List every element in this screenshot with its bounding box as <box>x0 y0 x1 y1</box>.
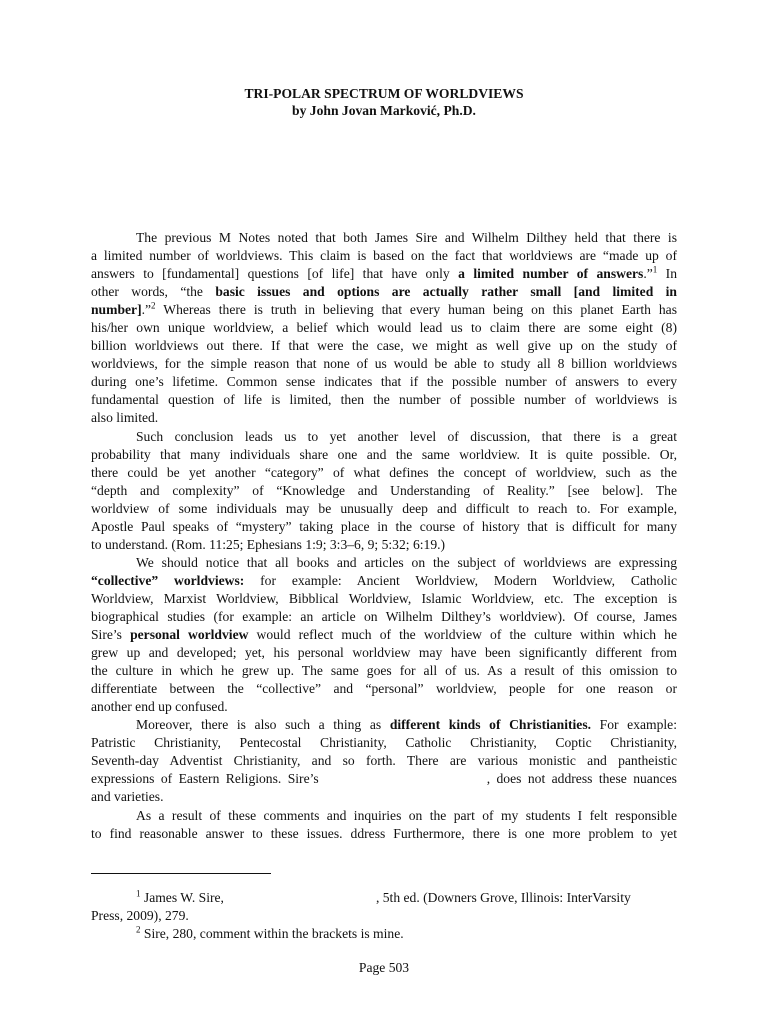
document-author: by John Jovan Marković, Ph.D. <box>292 103 476 118</box>
footnote-ref-2: 2 <box>151 300 156 311</box>
footnote-1: $^1$ James W. Sire, , 5th ed. (Downers Grove, Illinois: InterVarsity <box>136 888 631 905</box>
paragraph-2-line: Such conclusion leads us to yet another level of discussion, that there is a great <box>136 428 677 444</box>
paragraph-3-line: We should notice that all books and articles on the subject of worldviews are expressing <box>136 554 677 570</box>
paragraph-2-line: there could be yet another “category” of what defines the concept of worldview, such as the <box>91 464 677 480</box>
paragraph-3-line: Sire’s personal worldview would reflect much of the worldview of the culture within which he <box>91 627 677 643</box>
paragraph-1-line: number].”$^2$ Whereas there is truth in believing that every human being on this planet Earth has <box>91 300 677 318</box>
paragraph-3-line: the culture in which he grew up. The same goes for all of us. As a result of this omission to <box>91 663 677 679</box>
paragraph-2-line: Apostle Paul speaks of “mystery” taking place in the course of history that is difficult for many <box>91 518 677 534</box>
paragraph-4-line: and varieties. <box>91 789 164 805</box>
paragraph-2-line: “depth and complexity” of “Knowledge and Understanding of Reality.” [see below]. The <box>91 482 677 498</box>
body-text <box>91 229 677 843</box>
footnote-1-continued: Press, 2009), 279. <box>91 908 189 923</box>
footnote-ref-1: 1 <box>652 264 658 275</box>
paragraph-1-line: also limited. <box>91 410 159 426</box>
paragraph-3-line: biographical studies (for example: an article on Wilhelm Dilthey’s worldview). Of course, James <box>91 608 677 624</box>
paragraph-3-line: another end up confused. <box>91 699 228 715</box>
paragraph-1-line: fundamental question of life is limited, then the number of possible number of worldviews is <box>91 392 677 408</box>
footnote-2-number: 2 <box>136 924 141 935</box>
paragraph-1-line: The previous M Notes noted that both James Sire and Wilhelm Dilthey held that there is <box>136 230 677 245</box>
emphasis-limited-answers: a limited number of answers <box>458 266 644 282</box>
footnote-separator <box>91 873 271 874</box>
paragraph-5-line: to find reasonable answer to these issues. ddress Furthermore, there is one more problem to yet <box>91 825 677 841</box>
paragraph-4-line: Patristic Christianity, Pentecostal Christianity, Catholic Christianity, Coptic Christianity, <box>91 735 677 751</box>
paragraph-3-line: Worldview, Marxist Worldview, Bibblical Worldview, Islamic Worldview, etc. The exception is <box>91 590 677 606</box>
paragraph-3-line: differentiate between the “collective” and “personal” worldview, people for one reason or <box>91 681 677 697</box>
paragraph-2-line: worldview of some individuals may be unusually deep and difficult to reach to. For example, <box>91 500 677 516</box>
title-block <box>0 85 768 119</box>
emphasis-christianities: different kinds of Christianities. <box>389 717 592 733</box>
paragraph-3-line: grew up and developed; yet, his personal worldview may have been significantly different from <box>91 645 677 661</box>
footnote-1-number: 1 <box>136 888 141 899</box>
emphasis-personal-worldview: personal worldview <box>130 627 249 643</box>
paragraph-4-line: expressions of Eastern Religions. Sire’s , does not address these nuances <box>91 771 677 787</box>
paragraph-1-line: a limited number of worldviews. This claim is based on the fact that worldviews are “made up of <box>91 248 677 264</box>
paragraph-1-line: worldviews, for the simple reason that none of us would be able to study all 8 billion worldviews <box>91 356 677 372</box>
paragraph-4-line: Seventh-day Adventist Christianity, and so forth. There are various monistic and pantheistic <box>91 753 677 769</box>
paragraph-1-line: answers to [fundamental] questions [of life] that have only a limited number of answers.”$^1$ In <box>91 264 677 282</box>
page-number: Page 503 <box>358 960 410 975</box>
paragraph-4-line: Moreover, there is also such a thing as different kinds of Christianities. For example: <box>136 717 677 733</box>
footnotes <box>91 889 677 943</box>
emphasis-basic-issues: basic issues and options are actually rather small [and limited in <box>215 284 677 300</box>
emphasis-collective-worldviews: “collective” worldviews: <box>91 572 245 588</box>
paragraph-2-line: probability that many individuals share one and the same worldview. It is quite possible. Or, <box>91 446 677 462</box>
paragraph-1-line: other words, “the basic issues and options are actually rather small [and limited in <box>91 284 677 300</box>
emphasis-number: number] <box>91 302 142 318</box>
footnote-2: $^2$ Sire, 280, comment within the brackets is mine. <box>136 924 404 941</box>
paragraph-3-line: “collective” worldviews: for example: Ancient Worldview, Modern Worldview, Catholic <box>91 572 677 588</box>
paragraph-1-line: his/her own unique worldview, a belief which would lead us to claim there are some eight (8) <box>91 320 677 336</box>
paragraph-1-line: during one’s lifetime. Common sense indicates that if the possible number of answers to every <box>91 374 677 390</box>
paragraph-1-line: billion worldviews out there. If that were the case, we might as well give up on the study of <box>91 338 677 354</box>
document-title: TRI-POLAR SPECTRUM OF WORLDVIEWS <box>244 86 524 101</box>
paragraph-5-line: As a result of these comments and inquiries on the part of my students I felt responsible <box>136 807 677 823</box>
paragraph-2-line: to understand. (Rom. 11:25; Ephesians 1:9; 3:3–6, 9; 5:32; 6:19.) <box>91 536 446 552</box>
